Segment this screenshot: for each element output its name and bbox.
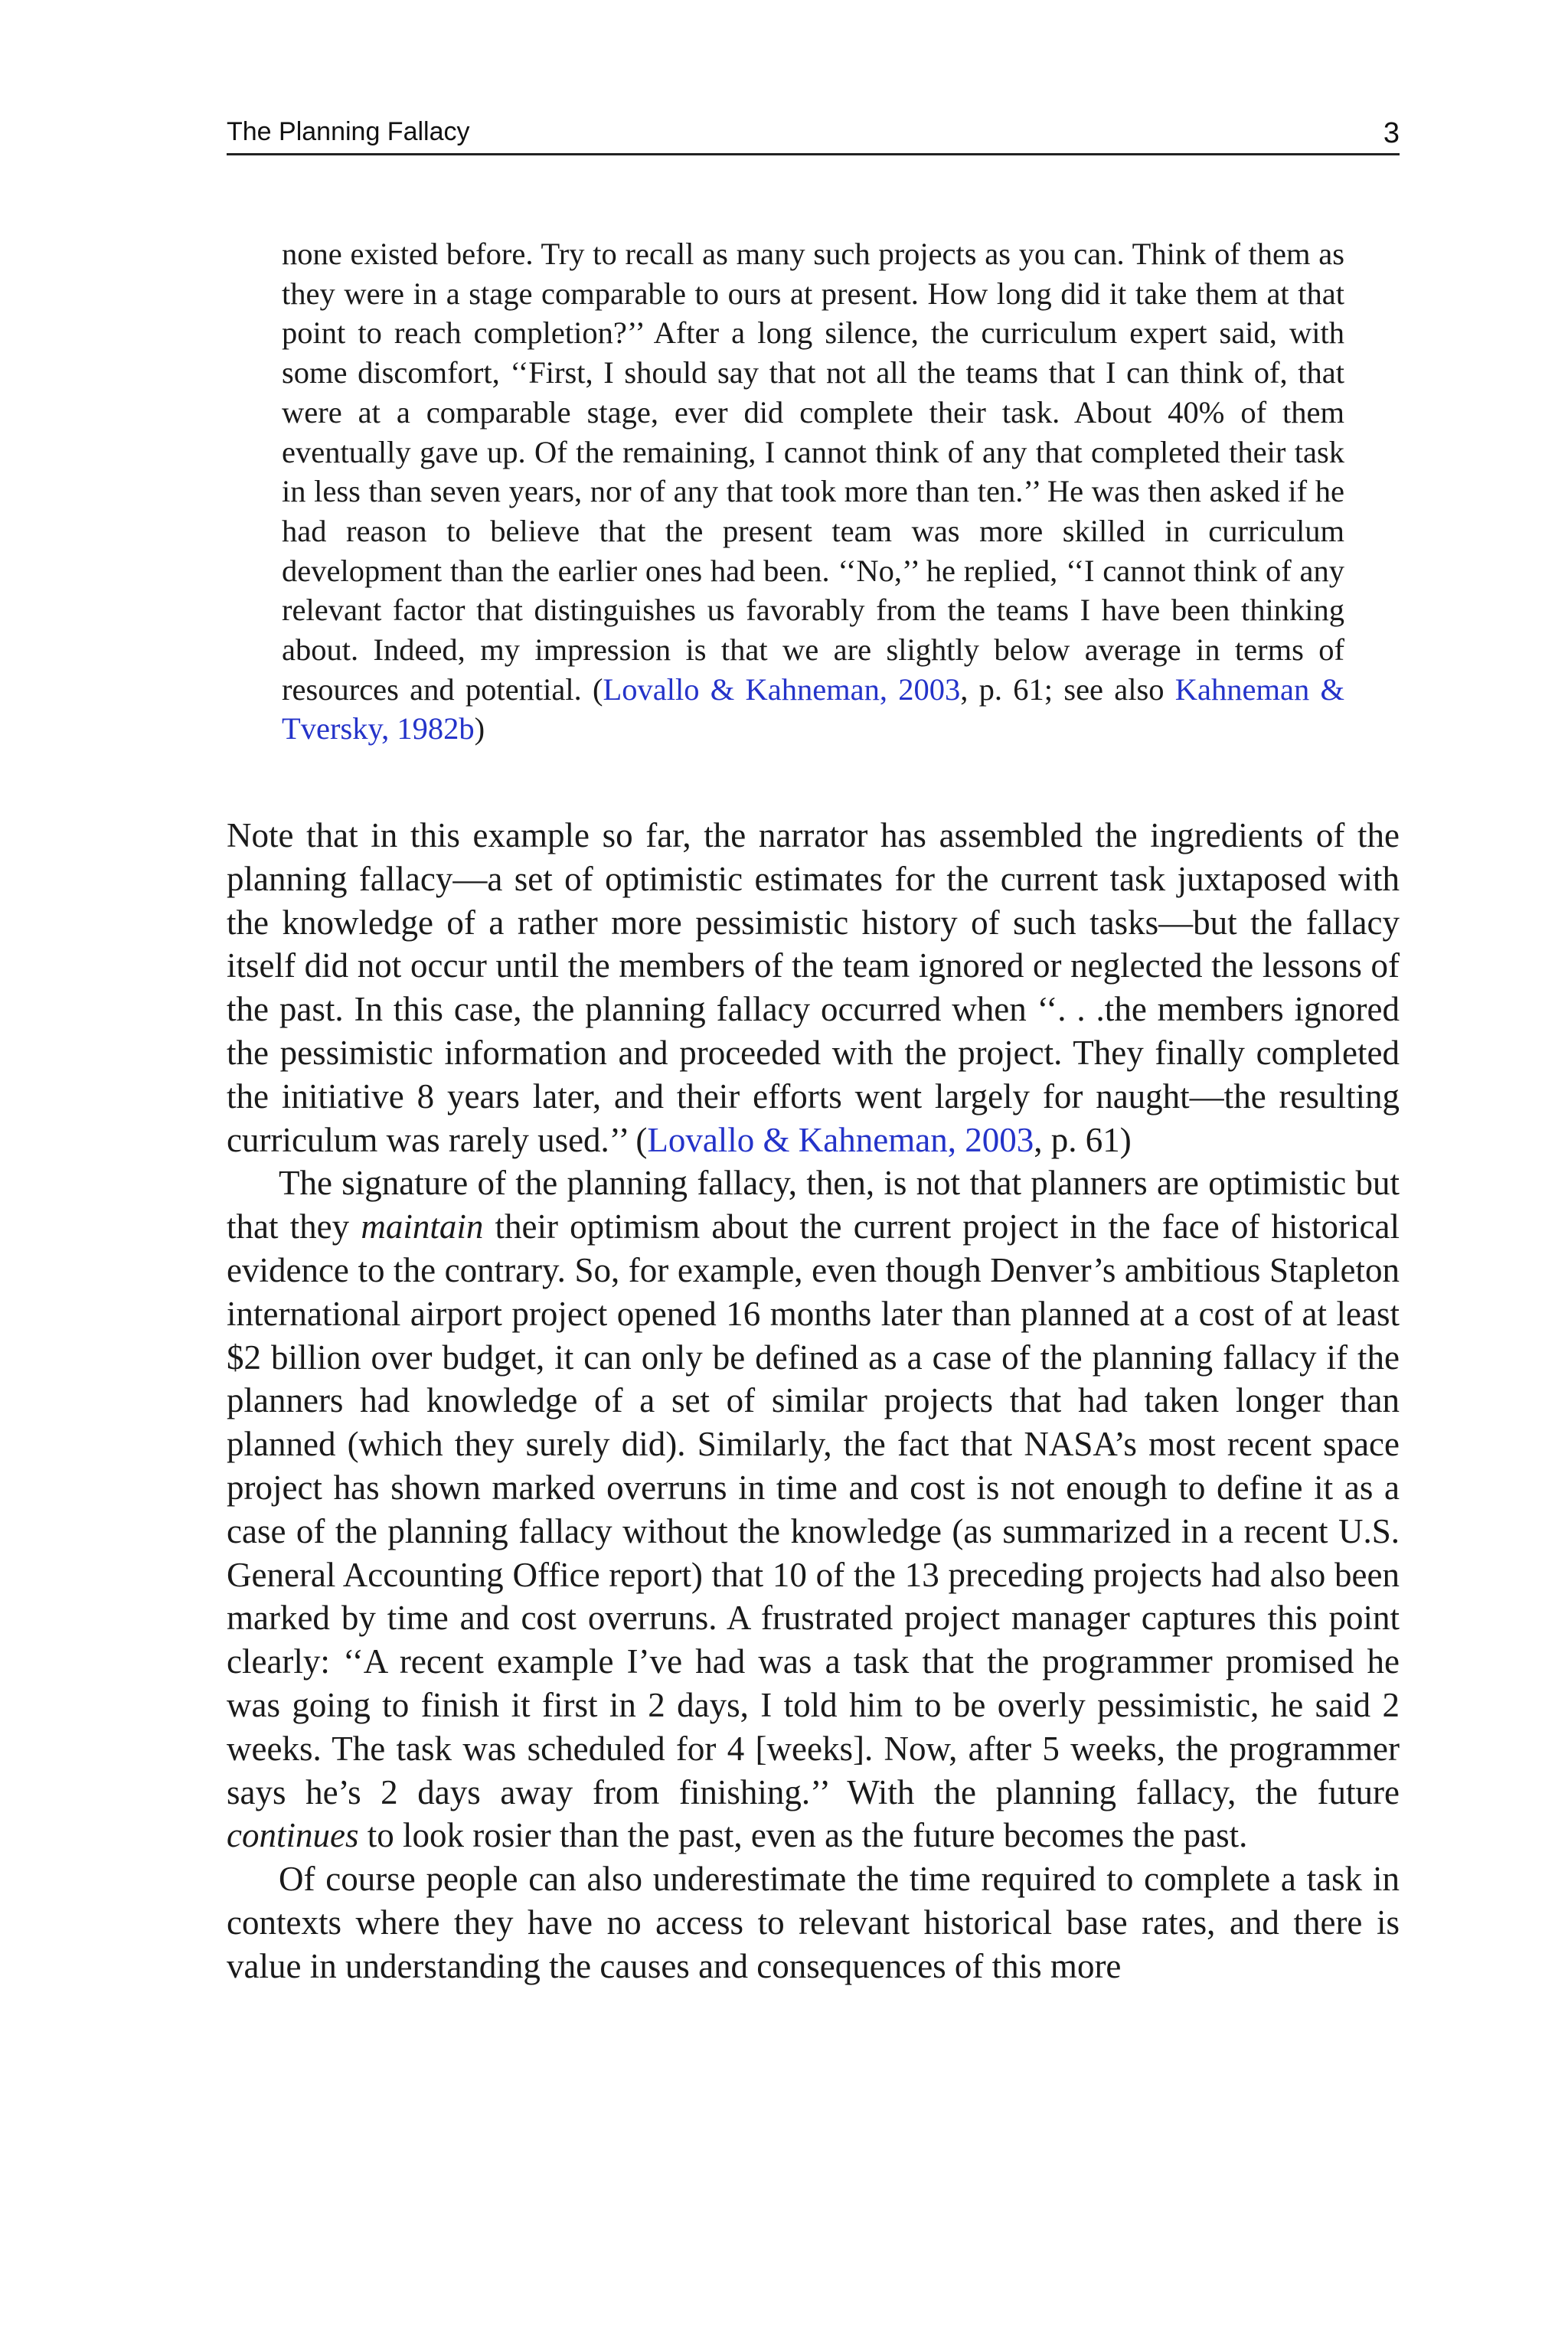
block-quote [282, 234, 1344, 749]
quote-text: none existed before. Try to recall as many such projects as you can. Think of them as they were in a stage comparable to ours at present. How long did it take them at that point to reach completion?’’ After a long silence, the curriculum expert said, with some discomfort, ‘‘First, I should say that not all the teams that I can think of, that were at a comparable stage, ever did complete their task. About 40% of them eventually gave up. Of the remaining, I cannot think of any that completed their task in less than seven years, nor of any that took more than ten.’’ He was then asked if he had reason to believe that the present team was more skilled in curriculum development than the earlier ones had been. ‘‘No,’’ he replied, ‘‘I cannot think of any relevant factor that distinguishes us favorably from the teams I have been thinking about. Indeed, my impression is that we are slightly below average in terms of resources and potential. ( [282, 237, 1344, 707]
paragraph-text: Of course people can also underestimate the time required to complete a task in contexts where they have no access to relevant historical base rates, and there is value in understanding the causes and consequences of this more [227, 1860, 1400, 1985]
paragraph-text: The signature of the planning fallacy, then, is not that planners are optimistic but that they [227, 1164, 1400, 1246]
page-number: 3 [1383, 117, 1400, 149]
quote-text-end: ) [474, 711, 485, 746]
emphasis-text: continues [227, 1816, 359, 1855]
citation-link[interactable]: Lovallo & Kahneman, 2003 [647, 1120, 1034, 1159]
paragraph-text: their optimism about the current project in the face of historical evidence to the contrary. So, for example, even though Denver’s ambitious Stapleton international airport project opened 16 months later than planned at a cost of at least $2 billion over budget, it can only be defined as a case of the planning fallacy if the planners had knowledge of a set of similar projects that had taken longer than planned (which they surely did). Similarly, the fact that NASA’s most recent space project has shown marked overruns in time and cost is not enough to define it as a case of the planning fallacy without the knowledge (as summarized in a recent U.S. General Accounting Office report) that 10 of the 13 preceding projects had also been marked by time and cost overruns. A frustrated project manager captures this point clearly: ‘‘A recent example I’ve had was a task that the programmer promised he was going to finish it first in 2 days, I told him to be overly pessimistic, he said 2 weeks. The task was scheduled for 4 [weeks]. Now, after 5 weeks, the programmer says he’s 2 days away from finishing.’’ With the planning fallacy, the future [227, 1207, 1400, 1811]
paragraph [227, 1161, 1400, 1857]
body-text [227, 814, 1400, 1988]
block-quote-paragraph [282, 234, 1344, 749]
running-title: The Planning Fallacy [227, 117, 470, 146]
paragraph-text-end: , p. 61) [1034, 1120, 1132, 1159]
paragraph [227, 1857, 1400, 1988]
citation-link[interactable]: Kahneman & Tversky, 1982b [282, 671, 1344, 746]
running-header [227, 112, 1400, 155]
paragraph-text: Note that in this example so far, the narrator has assembled the ingredients of the planning fallacy—a set of optimistic estimates for the current task juxtaposed with the knowledge of a rather more pessimistic history of such tasks—but the fallacy itself did not occur until the members of the team ignored or neglected the lessons of the past. In this case, the planning fallacy occurred when ‘‘. . .the members ignored the pessimistic information and proceeded with the project. They finally completed the initiative 8 years later, and their efforts went largely for naught—the resulting curriculum was rarely used.’’ ( [227, 816, 1400, 1159]
paragraph-text: to look rosier than the past, even as the future becomes the past. [358, 1816, 1248, 1855]
paragraph [227, 814, 1400, 1161]
quote-text-mid: , p. 61; see also [960, 671, 1175, 707]
emphasis-text: maintain [361, 1207, 484, 1246]
citation-link[interactable]: Lovallo & Kahneman, 2003 [603, 671, 961, 707]
